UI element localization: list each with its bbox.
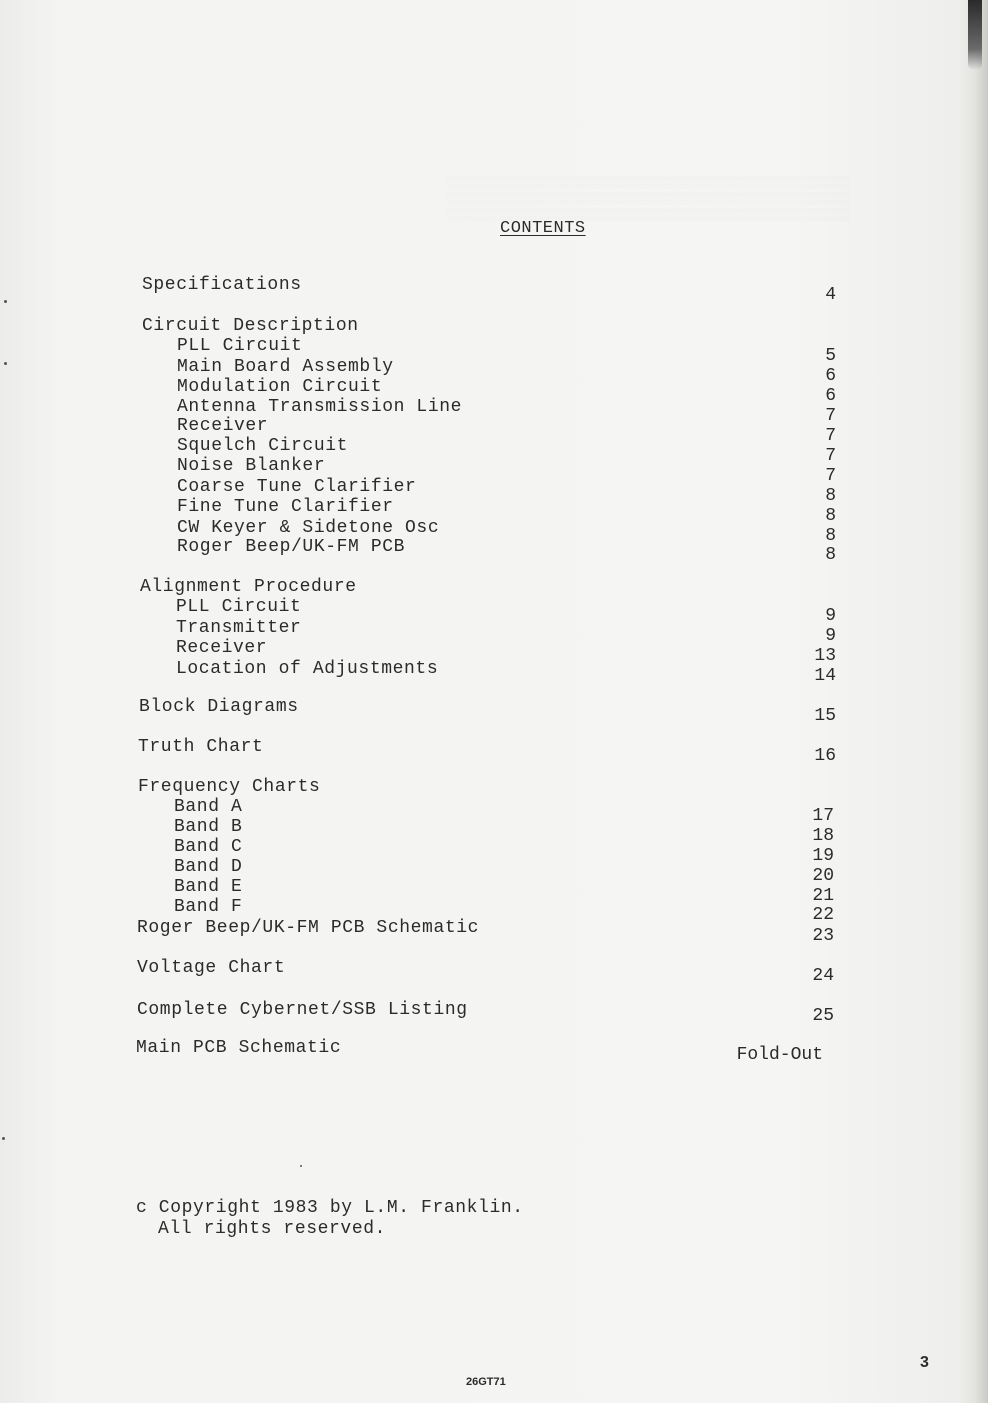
- toc-entry-label: Noise Blanker: [177, 456, 326, 476]
- toc-entry-page: 7: [825, 466, 836, 486]
- toc-entry-page: 5: [825, 346, 836, 366]
- toc-entry-page: 17: [812, 806, 834, 826]
- toc-section-label: Block Diagrams: [139, 697, 299, 717]
- toc-entry-page: 4: [825, 285, 836, 305]
- toc-entry-page: 8: [825, 506, 836, 526]
- toc-entry-label: CW Keyer & Sidetone Osc: [177, 518, 440, 538]
- toc-entry-label: Fine Tune Clarifier: [177, 497, 394, 517]
- toc-section-label: Alignment Procedure: [140, 577, 357, 597]
- toc-section-label: Frequency Charts: [138, 777, 321, 797]
- toc-entry-label: Specifications: [142, 275, 302, 295]
- toc-entry-page: 8: [825, 486, 836, 506]
- toc-section-label: Roger Beep/UK-FM PCB Schematic: [137, 918, 480, 938]
- copyright-notice: [136, 1198, 524, 1240]
- toc-entry-label: Receiver: [177, 416, 269, 436]
- toc-entry-page: 23: [812, 926, 834, 946]
- stray-mark: [4, 300, 7, 303]
- toc-entry-label: Transmitter: [176, 618, 302, 638]
- toc-entry-page: 21: [812, 886, 834, 906]
- toc-entry-page: 15: [814, 706, 836, 726]
- document-id: 26GT71: [466, 1376, 506, 1388]
- contents-heading: CONTENTS: [500, 219, 586, 238]
- toc-entry-label: Squelch Circuit: [177, 436, 349, 456]
- toc-entry-label: Modulation Circuit: [177, 377, 383, 397]
- toc-entry-page: 6: [825, 386, 836, 406]
- toc-entry-page: 22: [812, 905, 834, 925]
- toc-entry-page: 13: [814, 646, 836, 666]
- toc-section-label: Voltage Chart: [137, 958, 286, 978]
- toc-entry-page: 6: [825, 366, 836, 386]
- toc-entry-page: 7: [825, 426, 836, 446]
- toc-entry-label: PLL Circuit: [176, 597, 302, 617]
- toc-entry-page: 8: [825, 526, 836, 546]
- toc-section-label: Complete Cybernet/SSB Listing: [137, 1000, 468, 1020]
- copyright-line-1: c Copyright 1983 by L.M. Franklin.: [136, 1198, 524, 1218]
- toc-entry-label: Main Board Assembly: [177, 357, 394, 377]
- toc-entry-page: 20: [812, 866, 834, 886]
- toc-section-label: Circuit Description: [142, 316, 359, 336]
- toc-section-label: Main PCB Schematic: [136, 1038, 342, 1058]
- toc-entry-label: Antenna Transmission Line: [177, 397, 463, 417]
- toc-entry-label: Band A: [174, 797, 243, 817]
- toc-entry-page: Fold-Out: [736, 1045, 823, 1065]
- toc-entry-page: 25: [812, 1006, 834, 1026]
- toc-entry-page: 7: [825, 406, 836, 426]
- toc-entry-page: 7: [825, 446, 836, 466]
- toc-entry-label: Location of Adjustments: [176, 659, 439, 679]
- toc-entry-label: PLL Circuit: [177, 336, 303, 356]
- toc-entry-label: Band E: [174, 877, 243, 897]
- copyright-line-2: All rights reserved.: [158, 1219, 387, 1239]
- toc-entry-page: 16: [814, 746, 836, 766]
- toc-entry-label: Band B: [174, 817, 243, 837]
- toc-section-label: Truth Chart: [138, 737, 264, 757]
- stray-mark: [2, 1137, 5, 1140]
- toc-entry-page: 19: [812, 846, 834, 866]
- toc-entry-page: 9: [825, 626, 836, 646]
- stray-mark: [300, 1165, 302, 1167]
- toc-entry-page: 18: [812, 826, 834, 846]
- toc-entry-label: Band D: [174, 857, 243, 877]
- page-number: 3: [920, 1354, 929, 1371]
- toc-entry-label: Band F: [174, 897, 243, 917]
- toc-entry-page: 14: [814, 666, 836, 686]
- toc-entry-label: Band C: [174, 837, 243, 857]
- toc-entry-page: 8: [825, 545, 836, 565]
- stray-mark: [4, 362, 7, 365]
- toc-entry-page: 9: [825, 606, 836, 626]
- toc-entry-label: Receiver: [176, 638, 268, 658]
- toc-entry-label: Roger Beep/UK-FM PCB: [177, 537, 406, 557]
- toc-entry-page: 24: [812, 966, 834, 986]
- toc-entry-label: Coarse Tune Clarifier: [177, 477, 417, 497]
